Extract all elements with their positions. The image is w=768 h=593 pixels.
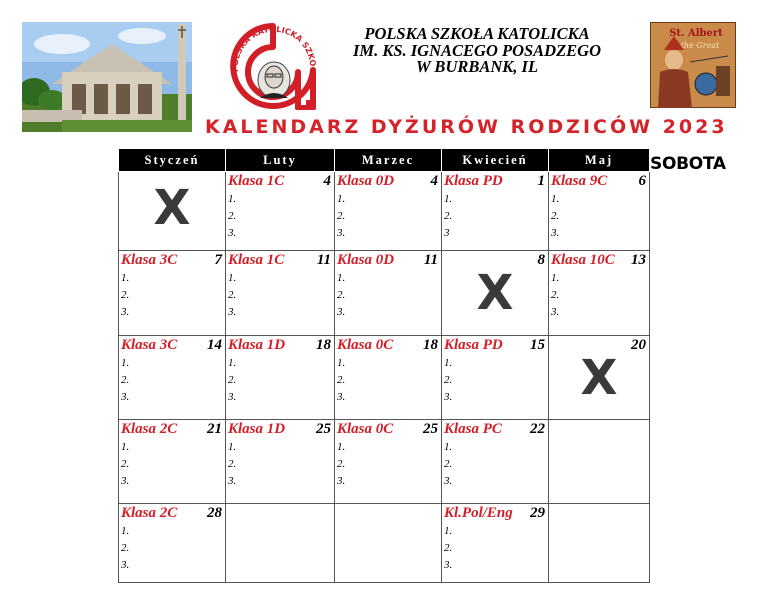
calendar-row xyxy=(119,251,650,336)
calendar-row xyxy=(119,420,650,504)
parent-slots xyxy=(228,191,236,242)
parent-slot[interactable]: 3. xyxy=(444,559,453,571)
calendar-title: KALENDARZ DYŻURÓW RODZICÓW 2023 xyxy=(205,116,728,138)
parent-slot[interactable]: 3. xyxy=(121,391,130,403)
logo-text: POLSKA KATOLICKA SZKO xyxy=(230,24,318,73)
parent-slot[interactable]: 1. xyxy=(551,193,560,205)
day-number: 29 xyxy=(530,505,545,521)
st-albert-subtitle: the Great xyxy=(680,41,720,50)
parent-slot[interactable]: 1. xyxy=(121,272,130,284)
parent-slot[interactable]: 3. xyxy=(228,306,237,318)
day-number: 1 xyxy=(537,173,545,189)
calendar-cell xyxy=(226,336,335,420)
parent-slot[interactable]: 2. xyxy=(551,210,560,222)
calendar-cell xyxy=(335,172,442,251)
no-duty-x-mark: X xyxy=(153,180,191,236)
calendar-cell xyxy=(335,336,442,420)
calendar-cell xyxy=(442,336,549,420)
calendar-cell xyxy=(442,172,549,251)
parent-slots xyxy=(337,191,345,242)
class-label: Klasa 0D xyxy=(337,252,395,268)
class-label: Klasa 0C xyxy=(337,421,394,437)
parent-slot[interactable]: 3 xyxy=(444,227,450,239)
parent-slot[interactable]: 3. xyxy=(337,391,346,403)
class-label: Klasa 0D xyxy=(337,173,395,189)
day-number: 11 xyxy=(423,252,438,268)
calendar-cell xyxy=(119,251,226,336)
class-label: Kl.Pol/Eng xyxy=(444,505,513,521)
parent-slot[interactable]: 3. xyxy=(228,475,237,487)
day-number: 18 xyxy=(423,337,438,353)
parent-slot[interactable]: 1. xyxy=(444,525,453,537)
parent-slot[interactable]: 1. xyxy=(337,193,346,205)
sobota-label: SOBOTA xyxy=(650,154,726,174)
parent-slot[interactable]: 3. xyxy=(551,306,560,318)
day-number: 21 xyxy=(207,421,222,437)
parent-slot[interactable]: 3. xyxy=(121,306,130,318)
parent-slot[interactable]: 2. xyxy=(121,458,130,470)
month-header-maj: Maj xyxy=(549,149,650,172)
parent-slot[interactable]: 3. xyxy=(228,227,237,239)
month-header-luty: Luty xyxy=(226,149,335,172)
class-label: Klasa 3C xyxy=(121,252,178,268)
parent-slot[interactable]: 3. xyxy=(337,306,346,318)
class-label: Klasa 1C xyxy=(228,252,285,268)
parent-slot[interactable]: 1. xyxy=(228,272,237,284)
calendar-cell xyxy=(119,504,226,583)
class-label: Klasa 1D xyxy=(228,337,286,353)
parent-slot[interactable]: 3. xyxy=(228,391,237,403)
parent-slot[interactable]: 1. xyxy=(444,441,453,453)
parent-slot[interactable]: 2. xyxy=(551,289,560,301)
parent-slot[interactable]: 1. xyxy=(337,441,346,453)
class-label: Klasa 1D xyxy=(228,421,286,437)
parent-slot[interactable]: 3. xyxy=(121,559,130,571)
month-header-kwiecien: Kwiecień xyxy=(442,149,549,172)
parent-slot[interactable]: 3. xyxy=(337,475,346,487)
school-name-line1: POLSKA SZKOŁA KATOLICKA xyxy=(364,24,590,43)
class-label: Klasa 3C xyxy=(121,337,178,353)
parent-slot[interactable]: 1. xyxy=(228,193,237,205)
parent-slots xyxy=(551,191,559,242)
no-duty-x-mark: X xyxy=(476,265,514,321)
parent-slot[interactable]: 2. xyxy=(121,289,130,301)
parent-slots xyxy=(228,439,236,490)
parent-slots xyxy=(121,523,129,574)
parent-slot[interactable]: 3. xyxy=(337,227,346,239)
calendar-cell xyxy=(226,251,335,336)
parent-slot[interactable]: 1. xyxy=(337,272,346,284)
parent-slots xyxy=(337,270,345,321)
day-number: 14 xyxy=(207,337,222,353)
parent-slot[interactable]: 1. xyxy=(444,357,453,369)
st-albert-title: St. Albert xyxy=(669,28,723,39)
parent-slot[interactable]: 2. xyxy=(444,542,453,554)
parent-slot[interactable]: 2. xyxy=(228,374,237,386)
parent-slot[interactable]: 2. xyxy=(121,374,130,386)
parent-slot[interactable]: 1. xyxy=(228,441,237,453)
calendar-cell xyxy=(549,336,650,420)
class-label: Klasa 2C xyxy=(121,421,178,437)
day-number: 22 xyxy=(530,421,545,437)
day-number: 4 xyxy=(323,173,331,189)
calendar-cell xyxy=(549,172,650,251)
calendar-cell xyxy=(335,504,442,583)
school-name xyxy=(322,26,632,76)
calendar-cell xyxy=(119,336,226,420)
calendar-row xyxy=(119,504,650,583)
parent-slots xyxy=(444,439,452,490)
parent-slots xyxy=(337,355,345,406)
calendar-cell xyxy=(226,420,335,504)
month-header-styczen: Styczeń xyxy=(119,149,226,172)
school-name-line2: IM. KS. IGNACEGO POSADZEGO xyxy=(352,40,601,60)
school-logo xyxy=(228,20,318,110)
parent-slot[interactable]: 3. xyxy=(444,475,453,487)
day-number: 15 xyxy=(530,337,545,353)
parent-slot[interactable]: 2. xyxy=(337,289,346,301)
class-label: Klasa 2C xyxy=(121,505,178,521)
class-label: Klasa PD xyxy=(444,337,503,353)
parent-slot[interactable]: 2. xyxy=(337,210,346,222)
calendar-cell xyxy=(335,251,442,336)
day-number: 7 xyxy=(214,252,222,268)
calendar-cell xyxy=(226,504,335,583)
parent-slots xyxy=(444,523,452,574)
calendar-cell xyxy=(442,420,549,504)
parent-slot[interactable]: 1. xyxy=(444,193,453,205)
parent-slot[interactable]: 2. xyxy=(444,458,453,470)
parent-slot[interactable]: 2. xyxy=(228,458,237,470)
parent-slot[interactable]: 2. xyxy=(121,542,130,554)
calendar-cell xyxy=(549,251,650,336)
calendar-cell xyxy=(226,172,335,251)
parent-slots xyxy=(121,439,129,490)
class-label: Klasa PD xyxy=(444,173,503,189)
class-label: Klasa 10C xyxy=(551,252,615,268)
church-photo xyxy=(22,22,192,132)
parent-slot[interactable]: 1. xyxy=(121,525,130,537)
day-number: 11 xyxy=(316,252,331,268)
parent-slot[interactable]: 1. xyxy=(121,441,130,453)
calendar-cell xyxy=(119,420,226,504)
calendar-cell xyxy=(335,420,442,504)
calendar-cell xyxy=(442,504,549,583)
parent-slot[interactable]: 2. xyxy=(337,374,346,386)
parent-slots xyxy=(337,439,345,490)
class-label: Klasa 9C xyxy=(551,173,608,189)
parent-slot[interactable]: 3. xyxy=(121,475,130,487)
parent-slot[interactable]: 3. xyxy=(444,391,453,403)
day-number: 13 xyxy=(631,252,646,268)
month-header-row xyxy=(119,149,650,172)
day-number: 25 xyxy=(316,421,331,437)
day-number: 28 xyxy=(207,505,222,521)
day-number: 6 xyxy=(638,173,646,189)
parent-slot[interactable]: 1. xyxy=(551,272,560,284)
calendar-row xyxy=(119,172,650,251)
calendar-cell xyxy=(549,420,650,504)
parent-slot[interactable]: 1. xyxy=(228,357,237,369)
parent-slot[interactable]: 2. xyxy=(444,210,453,222)
parent-slots xyxy=(121,355,129,406)
parent-slots xyxy=(228,355,236,406)
class-label: Klasa 1C xyxy=(228,173,285,189)
parent-slots xyxy=(121,270,129,321)
parent-slot[interactable]: 2. xyxy=(228,289,237,301)
st-albert-image xyxy=(650,22,736,108)
day-number: 25 xyxy=(423,421,438,437)
calendar-cell xyxy=(549,504,650,583)
parent-slot[interactable]: 3. xyxy=(551,227,560,239)
parent-slots xyxy=(551,270,559,321)
class-label: Klasa PC xyxy=(444,421,502,437)
calendar-row xyxy=(119,336,650,420)
day-number: 20 xyxy=(631,337,646,353)
class-label: Klasa 0C xyxy=(337,337,394,353)
parent-slot[interactable]: 1. xyxy=(337,357,346,369)
parent-slot[interactable]: 1. xyxy=(121,357,130,369)
parent-slot[interactable]: 2. xyxy=(444,374,453,386)
parent-slot[interactable]: 2. xyxy=(228,210,237,222)
calendar-cell xyxy=(119,172,226,251)
no-duty-x-mark: X xyxy=(580,350,618,406)
day-number: 8 xyxy=(537,252,545,268)
calendar-cell xyxy=(442,251,549,336)
parent-slot[interactable]: 2. xyxy=(337,458,346,470)
calendar-table xyxy=(118,148,650,583)
parent-slots xyxy=(444,355,452,406)
day-number: 4 xyxy=(430,173,438,189)
day-number: 18 xyxy=(316,337,331,353)
month-header-marzec: Marzec xyxy=(335,149,442,172)
parent-slots xyxy=(444,191,452,242)
parent-slots xyxy=(228,270,236,321)
school-name-line3: W BURBANK, IL xyxy=(415,57,539,76)
